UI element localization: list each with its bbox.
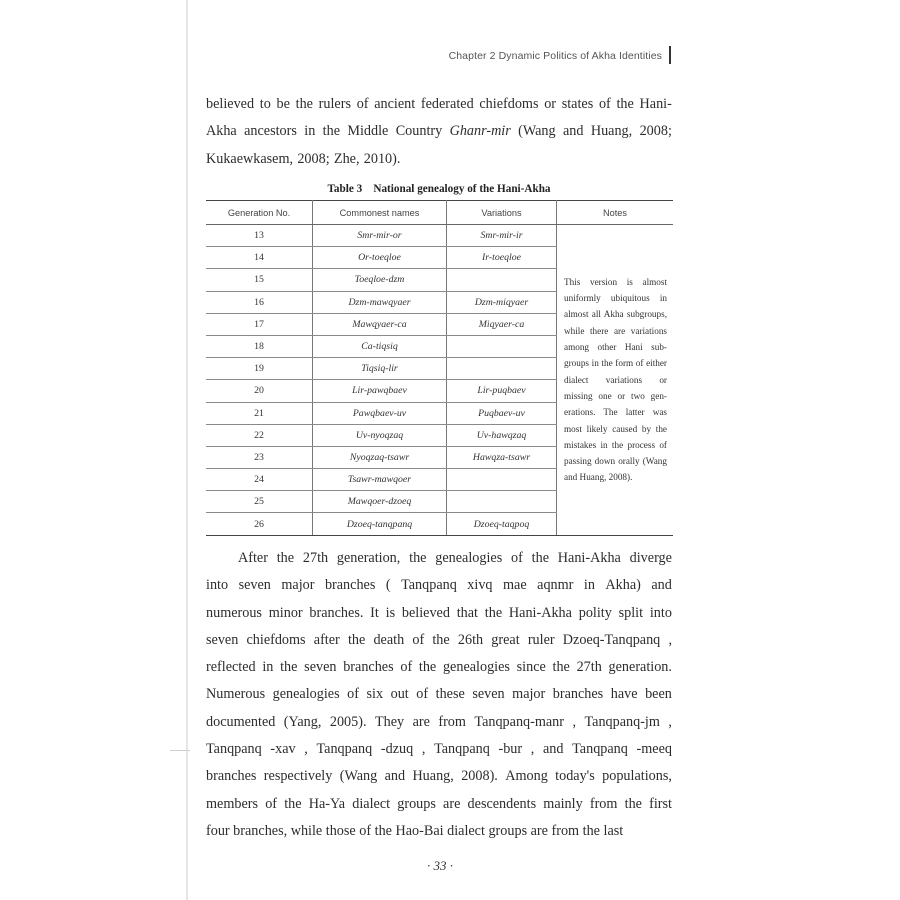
- generation-cell: 18: [206, 335, 313, 357]
- table-caption: Table 3 National genealogy of the Hani-Akha: [327, 183, 551, 195]
- paragraph-line: four branches, while those of the Hao-Bai dialect groups are from the last: [206, 822, 624, 839]
- name-cell: Smr-mir-or: [313, 225, 447, 247]
- variation-cell: Dzm-miqyaer: [447, 291, 557, 313]
- variation-cell: Smr-mir-ir: [447, 225, 557, 247]
- paragraph-branches: [206, 545, 672, 845]
- variation-cell: Miqyaer-ca: [447, 313, 557, 335]
- table-header-row: [206, 201, 673, 225]
- name-cell: Pawqbaev-uv: [313, 402, 447, 424]
- generation-cell: 26: [206, 513, 313, 535]
- variation-cell: Ir-toeqloe: [447, 247, 557, 269]
- generation-cell: 16: [206, 291, 313, 313]
- generation-cell: 19: [206, 358, 313, 380]
- paragraph-line: numerous minor branches. It is believed that the Hani-Akha polity split into: [206, 604, 672, 621]
- name-cell: Tiqsiq-lir: [313, 358, 447, 380]
- notes-text: This version is almost uniformly ubiquitous in almost all Akha subgroups, while there are variations among other Hani sub-groups in the form of either dialect variations or missing one or two gen-erations. The latter was most likely caused by the mistakes in the process of passing down orally (Wang and Huang, 2008).: [564, 276, 667, 483]
- generation-cell: 22: [206, 424, 313, 446]
- variation-cell: [447, 469, 557, 491]
- name-cell: Dzm-mawqyaer: [313, 291, 447, 313]
- variation-cell: Lir-puqbaev: [447, 380, 557, 402]
- genealogy-table: [206, 200, 673, 536]
- variation-cell: Hawqza-tsawr: [447, 446, 557, 468]
- paragraph-line: Numerous genealogies of six out of these seven major branches have been: [206, 686, 672, 703]
- variation-cell: Puqbaev-uv: [447, 402, 557, 424]
- paragraph-line: After the 27th generation, the genealogies of the Hani-Akha diverge: [238, 550, 672, 566]
- paragraph-line: into seven major branches ( Tanqpanq xivq mae aqnmr in Akha) and: [206, 577, 672, 594]
- table-row: [206, 225, 673, 247]
- variation-cell: Dzoeq-taqpoq: [447, 513, 557, 535]
- name-cell: Uv-nyoqzaq: [313, 424, 447, 446]
- generation-cell: 17: [206, 313, 313, 335]
- page-number: · 33 ·: [427, 858, 453, 873]
- running-head-rule: [669, 46, 671, 64]
- generation-cell: 24: [206, 469, 313, 491]
- paragraph-intro: [206, 91, 672, 173]
- generation-cell: 20: [206, 380, 313, 402]
- name-cell: Mawqyaer-ca: [313, 313, 447, 335]
- name-cell: Nyoqzaq-tsawr: [313, 446, 447, 468]
- name-cell: Lir-pawqbaev: [313, 380, 447, 402]
- generation-cell: 25: [206, 491, 313, 513]
- name-cell: Or-toeqloe: [313, 247, 447, 269]
- column-header-generation: Generation No.: [206, 201, 313, 225]
- paragraph-line: believed to be the rulers of ancient federated chiefdoms or states of the Hani-: [206, 96, 672, 112]
- variation-cell: [447, 358, 557, 380]
- variation-cell: Uv-hawqzaq: [447, 424, 557, 446]
- generation-cell: 13: [206, 225, 313, 247]
- running-head: Chapter 2 Dynamic Politics of Akha Identities: [448, 50, 662, 62]
- generation-cell: 15: [206, 269, 313, 291]
- generation-cell: 21: [206, 402, 313, 424]
- column-header-variations: Variations: [447, 201, 557, 225]
- variation-cell: [447, 335, 557, 357]
- paragraph-line: Tanqpanq -xav , Tanqpanq -dzuq , Tanqpanq -bur , and Tanqpanq -meeq: [206, 741, 672, 758]
- paragraph-line: documented (Yang, 2005). They are from Tanqpanq-manr , Tanqpanq-jm ,: [206, 713, 672, 730]
- paragraph-line: Akha ancestors in the Middle Country Ghanr-mir (Wang and Huang, 2008;: [206, 123, 672, 140]
- name-cell: Dzoeq-tanqpanq: [313, 513, 447, 535]
- notes-cell: [557, 225, 674, 536]
- variation-cell: [447, 269, 557, 291]
- column-header-names: Commonest names: [313, 201, 447, 225]
- name-cell: Mawqoer-dzoeq: [313, 491, 447, 513]
- column-header-notes: Notes: [557, 201, 674, 225]
- paragraph-line: reflected in the seven branches of the genealogies since the 27th generation.: [206, 659, 672, 676]
- generation-cell: 23: [206, 446, 313, 468]
- page-edge: [186, 0, 188, 900]
- margin-mark: [170, 750, 190, 751]
- name-cell: Toeqloe-dzm: [313, 269, 447, 291]
- name-cell: Tsawr-mawqoer: [313, 469, 447, 491]
- name-cell: Ca-tiqsiq: [313, 335, 447, 357]
- paragraph-line: seven chiefdoms after the death of the 26th great ruler Dzoeq-Tanqpanq ,: [206, 631, 672, 648]
- paragraph-line: Kukaewkasem, 2008; Zhe, 2010).: [206, 150, 401, 167]
- paragraph-line: members of the Ha-Ya dialect groups are descendents mainly from the first: [206, 795, 672, 812]
- paragraph-line: branches respectively (Wang and Huang, 2008). Among today's populations,: [206, 768, 672, 785]
- variation-cell: [447, 491, 557, 513]
- generation-cell: 14: [206, 247, 313, 269]
